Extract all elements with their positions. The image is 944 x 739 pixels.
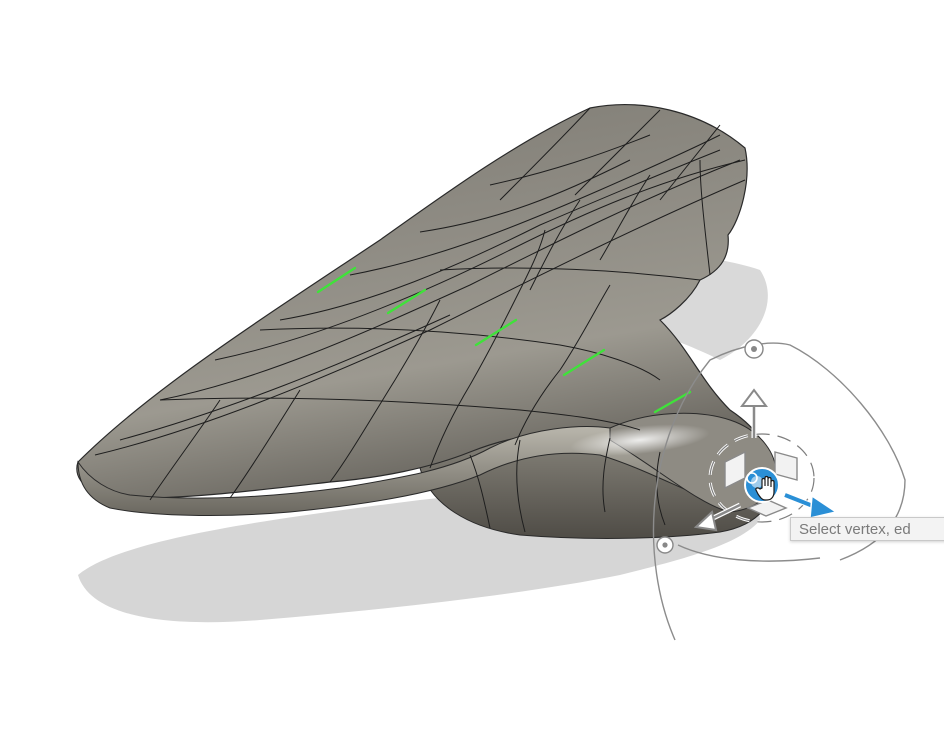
translate-x-arrow-icon[interactable] — [785, 495, 836, 518]
selection-tooltip: Select vertex, ed — [790, 517, 944, 541]
plane-handle-icon[interactable] — [775, 452, 797, 480]
